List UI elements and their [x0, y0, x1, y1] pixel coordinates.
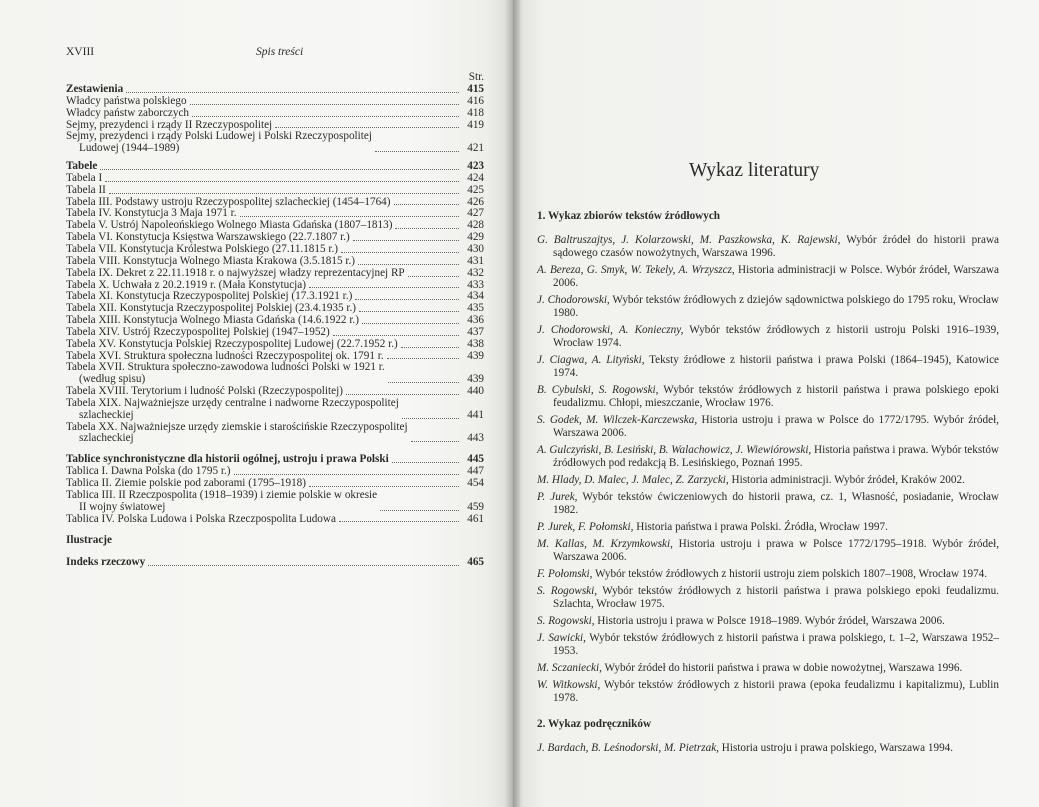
toc-entry-line: Tabela XVII. Struktura społeczno-zawodowa ludności Polski w 1921 r. — [66, 361, 385, 374]
entry-title: Historia administracji w Polsce. Wybór źródeł, Warszawa 2006. — [553, 264, 999, 289]
toc-entry — [66, 514, 484, 526]
dot-leader — [109, 193, 459, 194]
toc-entry-line: Sejmy, prezydenci i rządy II Rzeczypospolitej — [66, 118, 273, 131]
entry-authors: J. Ciagwa, A. Lityński, — [537, 354, 645, 366]
toc-group — [66, 535, 484, 547]
dot-leader — [353, 240, 459, 241]
toc-entry — [66, 96, 484, 108]
toc-section-heading — [66, 535, 484, 547]
toc-entry — [66, 173, 484, 185]
entry-title: Historia administracji. Wybór źródeł, Kraków 2002. — [728, 474, 965, 486]
bibliography-entry — [537, 521, 999, 534]
bibliography-entry — [537, 662, 999, 675]
toc-page-number: 425 — [467, 183, 484, 196]
dot-leader — [394, 204, 460, 205]
dot-leader — [190, 104, 459, 105]
toc-page-number: 439 — [467, 349, 484, 362]
toc-entry — [66, 268, 484, 280]
dot-leader — [411, 441, 459, 442]
entry-title: Wybór tekstów źródłowych z dziejów sądownictwa polskiego do 1795 roku, Wrocław 1980. — [553, 294, 999, 319]
entry-title: Wybór tekstów źródłowych z historii prawa (epoka feudalizmu i kapitalizmu), Lublin 1978. — [553, 679, 999, 704]
toc-entry-line: (według spisu) — [79, 373, 146, 386]
dot-leader — [275, 127, 459, 128]
toc-entry — [66, 490, 484, 514]
bibliography-entry — [537, 568, 999, 581]
toc-entry-text — [66, 131, 372, 155]
dot-leader — [401, 347, 459, 348]
toc-entry-line: Tabela X. Uchwała z 20.2.1919 r. (Mała Konstytucja) — [66, 278, 306, 291]
bibliography-entry — [537, 324, 999, 350]
toc-page-number: 421 — [467, 142, 484, 155]
bibliography-entry — [537, 294, 999, 320]
toc-entry-line: Tablica III. II Rzeczpospolita (1918–1939) i ziemie polskie w okresie — [66, 488, 378, 501]
entry-title: Wybór tekstów źródłowych z historii państwa i prawa polskiego, t. 1–2, Warszawa 1952–1953. — [553, 632, 999, 657]
bibliography-entry — [537, 354, 999, 380]
toc-entry — [66, 131, 484, 155]
entry-title: Historia państwa i prawa Polski. Źródła, Wrocław 1997. — [633, 521, 888, 533]
toc-entry-line: Tabela V. Ustrój Napoleońskiego Wolnego Miasta Gdańska (1807–1813) — [66, 219, 393, 232]
entry-authors: F. Połomski, — [537, 568, 593, 580]
entry-title: Wybór źródeł do historii państwa i prawa w dobie nowożytnej, Warszawa 1996. — [601, 662, 963, 674]
toc-entry-text — [66, 362, 385, 386]
entry-authors: J. Bardach, B. Leśnodorski, M. Pietrzak, — [537, 742, 719, 754]
entry-title: Historia ustroju i prawa w Polsce 1772/1795–1918. Wybór źródeł, Warszawa 2006. — [553, 538, 999, 563]
page-title: Wykaz literatury — [689, 160, 820, 181]
toc-page-number: 423 — [467, 160, 484, 173]
toc-entry-line: II wojny światowej — [79, 500, 166, 513]
entry-title: Wybór tekstów źródłowych z historii państwa i prawa polskiego epoki feudalizmu. Szlachta, Wrocław 1975. — [553, 585, 999, 610]
bibliography-entry — [537, 474, 999, 487]
dot-leader — [346, 394, 459, 395]
dot-leader — [339, 521, 459, 522]
toc-page-number: 430 — [467, 242, 484, 255]
entry-authors: S. Rogowski, — [537, 615, 595, 627]
page-folio: XVIII — [66, 46, 95, 58]
toc-entry-line: szlacheckiej — [79, 432, 134, 445]
book-gutter — [504, 0, 520, 807]
toc-page-number: 434 — [467, 290, 484, 303]
toc-entry-text — [66, 535, 112, 547]
entry-authors: A. Bereza, G. Smyk, W. Tekely, A. Wrzyszcz, — [537, 264, 735, 276]
toc-entry-line: Tabela IX. Dekret z 22.11.1918 r. o najwyższej władzy reprezentacyjnej RP — [66, 266, 405, 279]
bibliography-entry — [537, 414, 999, 440]
toc-page-number: 461 — [467, 512, 484, 525]
toc-entry-line: Tabela I — [66, 171, 103, 184]
dot-leader — [359, 311, 459, 312]
toc-page-number: 447 — [467, 465, 484, 478]
toc-entry-line: Tabela IV. Konstytucja 3 Maja 1971 r. — [66, 207, 237, 220]
toc-entry-line: Tabela VII. Konstytucja Królestwa Polskiego (27.11.1815 r.) — [66, 242, 339, 255]
section-heading: 2. Wykaz podręczników — [537, 718, 652, 730]
toc-entry-text — [66, 327, 330, 339]
running-head — [66, 46, 456, 66]
dot-leader — [380, 510, 459, 511]
toc-entry-text — [66, 422, 408, 446]
bibliography — [537, 210, 999, 759]
toc-entry — [66, 327, 484, 339]
dot-leader — [402, 418, 459, 419]
toc-page-number: 435 — [467, 302, 484, 315]
toc-page-number: 428 — [467, 219, 484, 232]
bibliography-entry — [537, 679, 999, 705]
dot-leader — [100, 169, 459, 170]
toc-page-number: 436 — [467, 314, 484, 327]
entry-title: Wybór tekstów źródłowych z historii ustroju ziem polskich 1807–1908, Wrocław 1974. — [592, 568, 988, 580]
dot-leader — [387, 358, 459, 359]
bibliography-entry — [537, 264, 999, 290]
entry-title: Historia ustroju i prawa polskiego, Warszawa 1994. — [718, 742, 954, 754]
dot-leader — [355, 299, 459, 300]
toc-entry — [66, 398, 484, 422]
toc-entry-line: Tabela XV. Konstytucja Polskiej Rzeczypospolitej Ludowej (22.7.1952 r.) — [66, 337, 398, 350]
toc-entry-line: Tabela VIII. Konstytucja Wolnego Miasta Krakowa (3.5.1815 r.) — [66, 254, 356, 267]
toc-entry-line: Ludowej (1944–1989) — [79, 142, 180, 155]
toc-page-number: 418 — [467, 106, 484, 119]
toc-page-number: 429 — [467, 231, 484, 244]
toc-group — [66, 454, 484, 525]
entry-authors: B. Cybulski, S. Rogowski, — [537, 384, 659, 396]
toc-entry-line: Tablica I. Dawna Polska (do 1795 r.) — [66, 465, 231, 478]
entry-title: Historia ustroju i prawa w Polsce do 1772/1795. Wybór źródeł, Warszawa 2006. — [553, 414, 999, 439]
running-title: Spis treści — [256, 46, 304, 58]
dot-leader — [234, 474, 459, 475]
toc-entry-line: Ilustracje — [66, 534, 112, 547]
page-column-label: Str. — [468, 71, 484, 83]
toc-entry — [66, 362, 484, 386]
bibliography-entry — [537, 491, 999, 517]
toc-entry-text — [66, 398, 399, 422]
dot-leader — [148, 565, 459, 566]
dot-leader — [395, 228, 459, 229]
dot-leader — [408, 276, 459, 277]
toc-page-number: 445 — [467, 453, 484, 466]
toc-entry-text — [66, 514, 336, 526]
dot-leader — [240, 216, 459, 217]
table-of-contents — [66, 72, 484, 569]
dot-leader — [358, 264, 459, 265]
toc-page-number: 440 — [467, 385, 484, 398]
toc-page-number: 443 — [467, 432, 484, 445]
toc-page-number: 454 — [467, 477, 484, 489]
bibliography-entry — [537, 615, 999, 628]
toc-page-number: 419 — [467, 118, 484, 131]
toc-entry-text — [66, 185, 106, 197]
entry-authors: G. Baltruszajtys, J. Kolarzowski, M. Paszkowska, K. Rajewski, — [537, 234, 841, 246]
dot-leader — [333, 335, 459, 336]
toc-page-number: 432 — [467, 266, 484, 279]
entry-title: Wybór tekstów źródłowych z historii państwa i prawa polskiego epoki feudalizmu. Chłopi, mieszczanie, Wrocław 1976. — [553, 384, 999, 409]
entry-authors: P. Jurek, — [537, 491, 578, 503]
toc-entry-line: Tablica II. Ziemie polskie pod zaborami (1795–1918) — [66, 477, 306, 489]
toc-entry-line: Sejmy, prezydenci i rządy Polski Ludowej i Polski Rzeczypospolitej — [66, 130, 372, 143]
toc-entry-line: Tabela XX. Najważniejsze urzędy ziemskie i starościńskie Rzeczypospolitej — [66, 420, 408, 433]
toc-entry — [66, 422, 484, 446]
entry-title: Wybór źródeł do historii prawa sądowego czasów nowożytnych, Warszawa 1996. — [553, 234, 999, 259]
toc-entry — [66, 108, 484, 120]
toc-entry-line: Tabela VI. Konstytucja Księstwa Warszawskiego (22.7.1807 r.) — [66, 231, 350, 244]
toc-entry-text — [66, 268, 405, 280]
toc-page-number: 438 — [467, 337, 484, 350]
bibliography-entry — [537, 384, 999, 410]
toc-entry-text — [66, 96, 187, 108]
toc-entry-line: Tabela III. Podstawy ustroju Rzeczypospolitej szlacheckiej (1454–1764) — [66, 195, 391, 208]
dot-leader — [341, 252, 459, 253]
toc-section-heading — [66, 557, 484, 569]
toc-entry-line: Tabela XII. Konstytucja Rzeczypospolitej Polskiej (23.4.1935 r.) — [66, 302, 357, 315]
dot-leader — [309, 486, 459, 487]
toc-entry — [66, 256, 484, 268]
toc-entry-line: Tabela XIII. Konstytucja Wolnego Miasta Gdańska (14.6.1922 r.) — [66, 314, 359, 327]
right-page — [513, 0, 1039, 807]
entry-title: Wybór tekstów ćwiczeniowych do historii prawa, cz. 1, Własność, posiadanie, Wrocław 1982. — [553, 491, 999, 516]
entry-title: Wybór tekstów źródłowych z historii ustroju Polski 1916–1939, Wrocław 1974. — [553, 324, 1000, 349]
toc-entry-line: Tabela XIX. Najważniejsze urzędy centralne i nadworne Rzeczypospolitej — [66, 396, 399, 409]
toc-entry-line: Tabela II — [66, 183, 106, 196]
toc-page-number: 433 — [467, 278, 484, 291]
toc-page-number: 437 — [467, 325, 484, 338]
toc-entry-line: szlacheckiej — [79, 408, 134, 421]
toc-group — [66, 161, 484, 445]
bibliography-entry — [537, 444, 999, 470]
toc-section-heading — [66, 161, 484, 173]
toc-page-number: 431 — [467, 254, 484, 267]
section-heading: 1. Wykaz zbiorów tekstów źródłowych — [537, 210, 721, 222]
toc-page-number: 465 — [467, 556, 484, 569]
toc-entry-text — [66, 490, 377, 514]
dot-leader — [126, 92, 459, 93]
toc-page-number: 441 — [467, 408, 484, 421]
entry-authors: W. Witkowski, — [537, 679, 601, 691]
dot-leader — [392, 462, 459, 463]
entry-authors: A. Gulczyński, B. Lesiński, B. Walachowicz, J. Wiewiórowski, — [537, 444, 812, 456]
bibliography-entry — [537, 538, 999, 564]
entry-authors: P. Jurek, F. Połomski, — [537, 521, 634, 533]
entry-authors: J. Sawicki, — [537, 632, 586, 644]
bibliography-entry — [537, 632, 999, 658]
toc-entry-line: Zestawienia — [66, 83, 124, 95]
toc-entry — [66, 185, 484, 197]
dot-leader — [105, 181, 459, 182]
toc-entry-line: Tabela XIV. Ustrój Rzeczypospolitej Polskiej (1947–1952) — [66, 325, 330, 338]
toc-entry-text — [66, 173, 102, 185]
toc-group — [66, 84, 484, 155]
entry-authors: M. Hlady, D. Malec, J. Malec, Z. Zarzycki, — [537, 474, 729, 486]
toc-page-number: 426 — [467, 195, 484, 208]
toc-page-number: 424 — [467, 171, 484, 184]
bibliography-entry — [537, 234, 999, 260]
toc-entry-line: Władcy państwa polskiego — [66, 94, 187, 107]
entry-authors: S. Godek, M. Wilczek-Karczewska, — [537, 414, 698, 426]
bibliography-entry — [537, 585, 999, 611]
toc-entry-line: Tabela XI. Konstytucja Rzeczypospolitej Polskiej (17.3.1921 r.) — [66, 290, 353, 303]
toc-page-number: 459 — [467, 500, 484, 513]
entry-title: Teksty źródłowe z historii państwa i prawa Polski (1864–1945), Katowice 1974. — [553, 354, 999, 379]
toc-page-number: 415 — [467, 83, 484, 95]
entry-authors: M. Kallas, M. Krzymkowski, — [537, 538, 673, 550]
entry-authors: M. Sczaniecki, — [537, 662, 602, 674]
toc-page-number: 427 — [467, 207, 484, 220]
toc-entry-line: Władcy państw zaborczych — [66, 106, 190, 119]
toc-entry-line: Indeks rzeczowy — [66, 556, 146, 569]
toc-entry-text — [66, 108, 189, 120]
dot-leader — [192, 116, 459, 117]
left-page — [0, 0, 512, 807]
toc-page-number: 416 — [467, 94, 484, 107]
toc-entry-text — [66, 256, 355, 268]
entry-title: Historia ustroju i prawa w Polsce 1918–1989. Wybór źródeł, Warszawa 2006. — [594, 615, 945, 627]
toc-entry-line: Tabela XVI. Struktura społeczna ludności Rzeczypospolitej ok. 1791 r. — [66, 349, 384, 362]
toc-entry-text — [66, 339, 398, 351]
dot-leader — [375, 151, 459, 152]
entry-authors: J. Chodorowski, A. Konieczny, — [537, 324, 684, 336]
dot-leader — [362, 323, 459, 324]
dot-leader — [309, 287, 459, 288]
toc-page-number: 439 — [467, 373, 484, 386]
dot-leader — [388, 382, 459, 383]
toc-entry-line: Tablica IV. Polska Ludowa i Polska Rzeczpospolita Ludowa — [66, 512, 336, 525]
entry-authors: S. Rogowski, — [537, 585, 598, 597]
group-spacer — [66, 525, 484, 535]
toc-entry-line: Tabela XVIII. Terytorium i ludność Polski (Rzeczypospolitej) — [66, 385, 343, 398]
toc-entry-line: Tabele — [66, 160, 98, 173]
toc-entry-text — [66, 557, 145, 569]
entry-authors: J. Chodorowski, — [537, 294, 610, 306]
toc-entry-line: Tablice synchronistyczne dla historii ogólnej, ustroju i prawa Polski — [66, 453, 389, 466]
entry-title: Historia państwa i prawa. Wybór tekstów źródłowych pod redakcją B. Lesińskiego, Poznań 1995. — [553, 444, 999, 469]
bibliography-entry — [537, 742, 999, 755]
toc-group — [66, 557, 484, 569]
toc-entry — [66, 339, 484, 351]
